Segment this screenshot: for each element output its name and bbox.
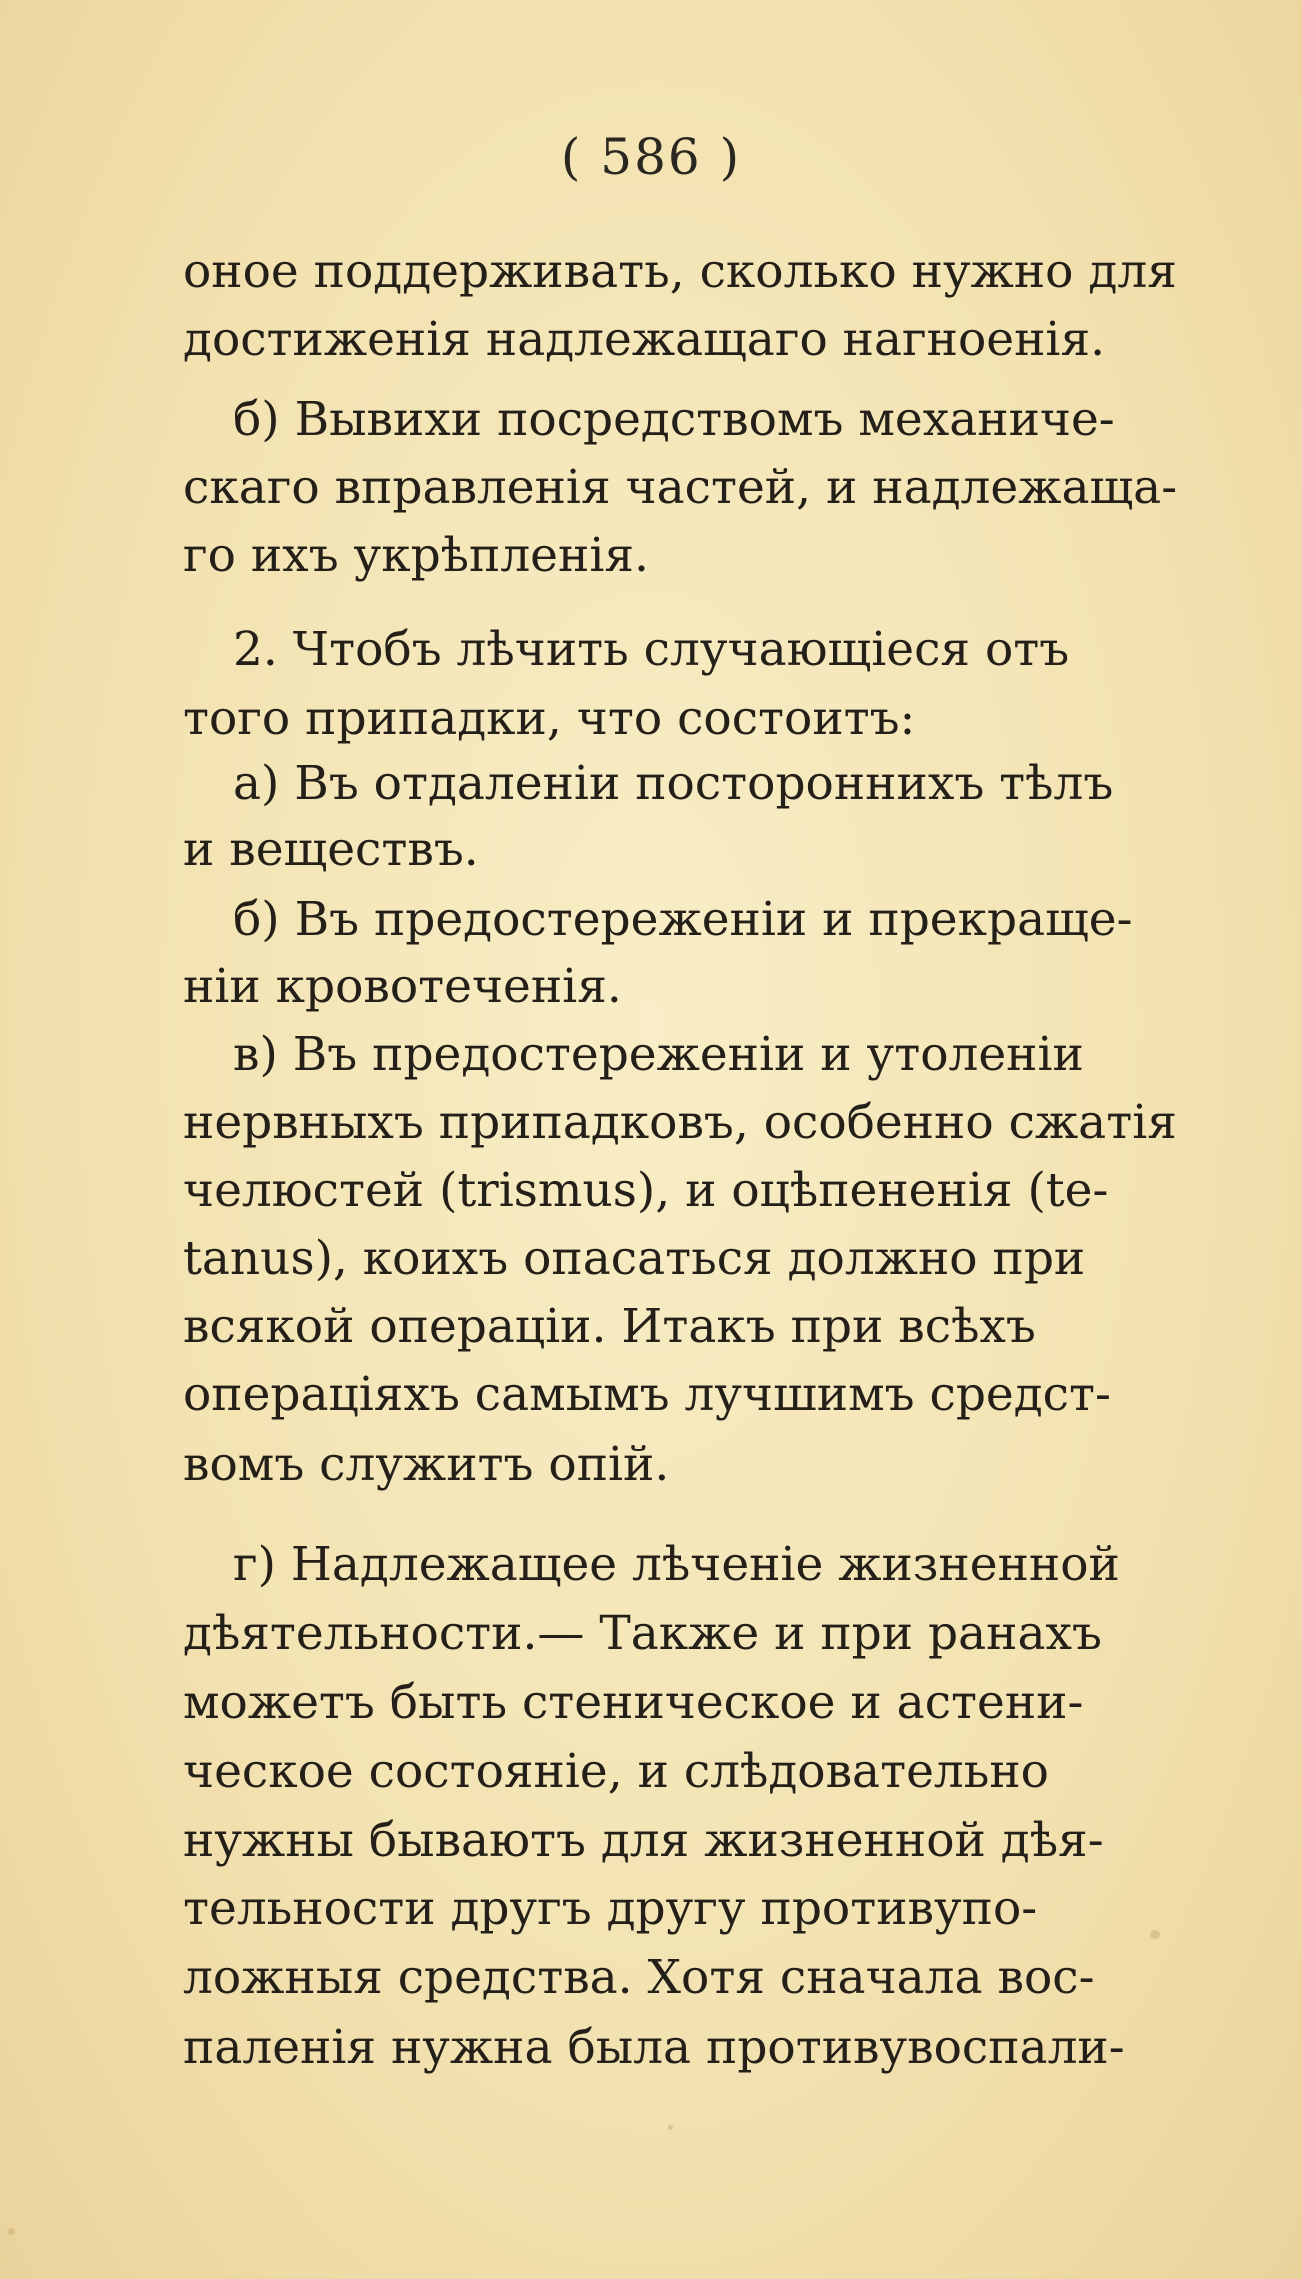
text-line: того припадки, что состоитъ: bbox=[183, 691, 916, 746]
paper-spot bbox=[8, 2228, 15, 2235]
text-line: нервныхъ припадковъ, особенно сжатія bbox=[183, 1095, 1177, 1150]
page-number: ( 586 ) bbox=[560, 128, 742, 186]
text-line: ческое состояніе, и слѣдовательно bbox=[183, 1744, 1049, 1799]
text-line: в) Въ предостереженіи и утоленіи bbox=[233, 1027, 1084, 1082]
text-line: достиженія надлежащаго нагноенія. bbox=[183, 312, 1106, 367]
text-line: го ихъ укрѣпленія. bbox=[183, 528, 649, 583]
text-line: ложныя средства. Хотя сначала вос- bbox=[183, 1950, 1095, 2005]
text-line: дѣятельности.— Также и при ранахъ bbox=[183, 1606, 1102, 1661]
text-line: а) Въ отдаленіи постороннихъ тѣлъ bbox=[233, 756, 1114, 811]
text-line: tanus), коихъ опасаться должно при bbox=[183, 1231, 1086, 1286]
text-line: операціяхъ самымъ лучшимъ средст- bbox=[183, 1367, 1111, 1422]
text-line: оное поддерживать, сколько нужно для bbox=[183, 244, 1177, 299]
text-line: тельности другъ другу противупо- bbox=[183, 1881, 1038, 1936]
text-line: челюстей (trismus), и оцѣпененія (te- bbox=[183, 1163, 1109, 1218]
text-line: б) Вывихи посредствомъ механиче- bbox=[233, 392, 1115, 447]
text-line: скаго вправленія частей, и надлежаща- bbox=[183, 460, 1178, 515]
text-line: г) Надлежащее лѣченіе жизненной bbox=[233, 1537, 1120, 1592]
text-line: всякой операціи. Итакъ при всѣхъ bbox=[183, 1299, 1036, 1354]
text-line: паленія нужна была противувоспали- bbox=[183, 2020, 1125, 2075]
text-line: 2. Чтобъ лѣчить случающіеся отъ bbox=[233, 622, 1070, 677]
text-line: и веществъ. bbox=[183, 822, 479, 877]
text-line: нужны бываютъ для жизненной дѣя- bbox=[183, 1813, 1104, 1868]
text-line: ніи кровотеченія. bbox=[183, 959, 622, 1014]
paper-spot bbox=[668, 2125, 673, 2130]
text-line: б) Въ предостереженіи и прекраще- bbox=[233, 892, 1133, 947]
text-line: вомъ служитъ опій. bbox=[183, 1437, 670, 1492]
paper-spot bbox=[1150, 1930, 1160, 1939]
text-line: можетъ быть стеническое и астени- bbox=[183, 1675, 1084, 1730]
